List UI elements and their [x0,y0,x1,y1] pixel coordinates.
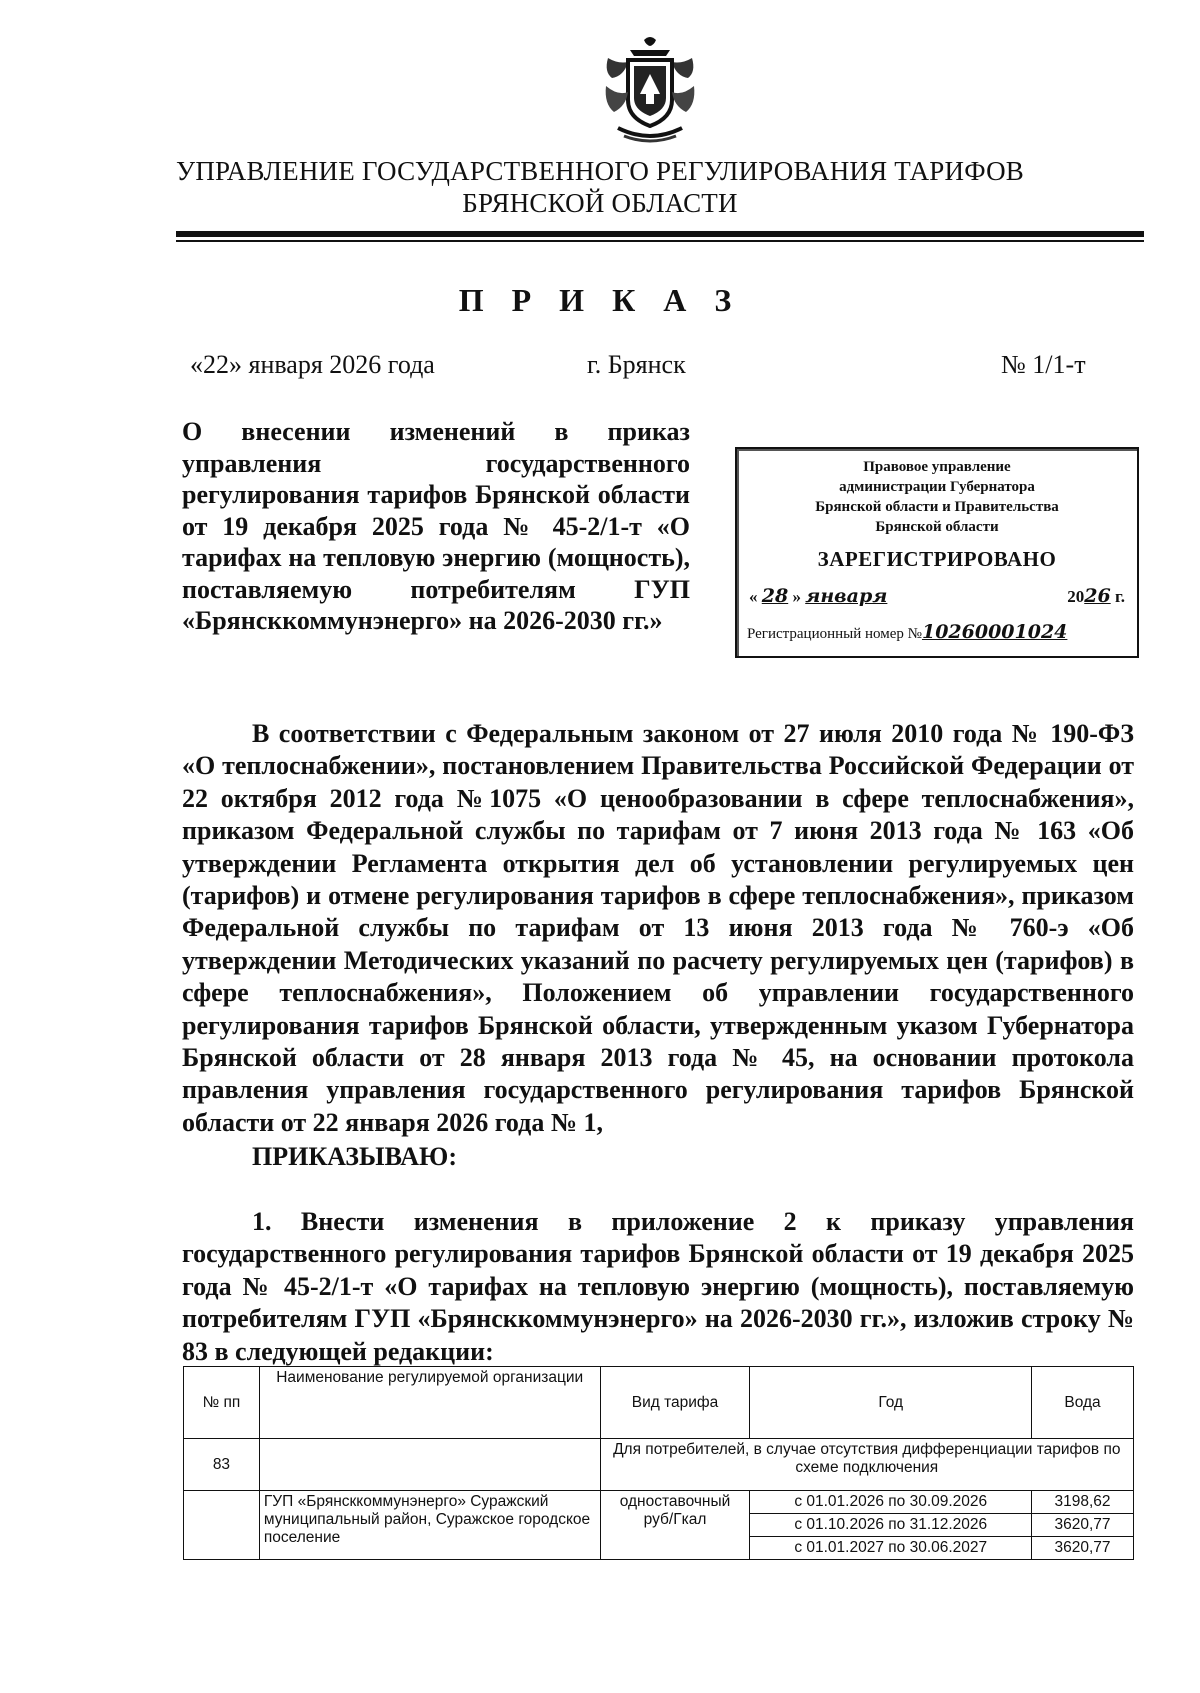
table-row-83 [184,1439,1134,1491]
table-row [184,1491,1134,1514]
header-rule-thin [176,240,1144,242]
value-cell: 3620,77 [1032,1537,1134,1560]
document-title: П Р И К А З [458,282,742,318]
header-number: № пп [184,1367,260,1439]
period-cell: с 01.01.2027 по 30.06.2027 [750,1537,1032,1560]
org-name-line2: БРЯНСКОЙ ОБЛАСТИ [462,188,738,218]
group-note: Для потребителей, в случае отсутствия дифференциации тарифов по схеме подключения [600,1439,1133,1491]
header-organization: Наименование регулируемой организации [259,1367,600,1439]
value-cell: 3620,77 [1032,1514,1134,1537]
stamp-line-3: Брянской области и Правительства [815,499,1059,515]
org-name-line1: УПРАВЛЕНИЕ ГОСУДАРСТВЕННОГО РЕГУЛИРОВАНИЯ ТАРИФОВ [176,156,1024,186]
stamp-year-prefix: 20 [1067,587,1085,606]
stamp-year-suffix: г. [1114,587,1125,606]
stamp-line-2: администрации Губернатора [839,479,1035,495]
period-cell: с 01.10.2026 по 31.12.2026 [750,1514,1032,1537]
organization-cell: ГУП «Брянсккоммунэнерго» Суражский муниципальный район, Суражское городское поселение [259,1491,600,1560]
stamp-line-4: Брянской области [875,519,999,535]
coat-of-arms-icon [600,36,700,144]
stamp-line-1: Правовое управление [863,459,1011,475]
registration-stamp [735,447,1139,658]
stamp-year: 26 [1084,585,1111,607]
stamp-day: 28 [761,585,789,607]
stamp-reg-label: Регистрационный номер № [747,626,922,642]
row-number: 83 [184,1439,260,1491]
document-date: «22» января 2026 года [190,350,435,379]
header-rule-thick [176,231,1144,237]
table-header-row [184,1367,1134,1439]
order-word: ПРИКАЗЫВАЮ: [252,1142,457,1171]
tariff-table [183,1366,1134,1560]
document-city: г. Брянск [587,350,686,379]
stamp-reg-number: 10260001024 [921,621,1068,643]
period-cell: с 01.01.2026 по 30.09.2026 [750,1491,1032,1514]
stamp-month: января [805,585,888,607]
stamp-reg-line [747,621,1131,643]
header-water: Вода [1032,1367,1134,1439]
document-subject: О внесении изменений в приказ управления государственного регулирования тарифов Брянской области от 19 декабря 2025 года № 45-2/1-т «О тарифах на тепловую энергию (мощность), поставляемую потребителям ГУП «Брянсккоммунэнерго» на 2026-2030 гг.» [182,417,690,635]
value-cell: 3198,62 [1032,1491,1134,1514]
document-number: № 1/1-т [1001,350,1086,379]
stamp-registered: ЗАРЕГИСТРИРОВАНО [817,547,1057,571]
item-1-paragraph: 1. Внести изменения в приложение 2 к приказу управления государственного регулирования тарифов Брянской области от 19 декабря 2025 года № 45-2/1-т «О тарифах на тепловую энергию (мощность), поставляемую потребителям ГУП «Брянсккоммунэнерго» на 2026-2030 гг.», изложив строку № 83 в следующей редакции: [182,1207,1134,1366]
header-tariff-type: Вид тарифа [600,1367,750,1439]
stamp-date-line: « 28 » января 2026 г. [749,585,1125,607]
tariff-type-cell: одноставочный руб/Гкал [600,1491,750,1560]
header-year: Год [750,1367,1032,1439]
preamble-paragraph: В соответствии с Федеральным законом от 27 июля 2010 года № 190-ФЗ «О теплоснабжении», постановлением Правительства Российской Федерации от 22 октября 2012 года №1075 «О ценообразовании в сфере теплоснабжения», приказом Федеральной службы по тарифам от 7 июня 2013 года № 163 «Об утверждении Регламента открытия дел об установлении регулируемых цен (тарифов) и отмене регулирования тарифов в сфере теплоснабжения», приказом Федеральной службы по тарифам от 13 июня 2013 года № 760-э «Об утверждении Методических указаний по расчету регулируемых цен (тарифов) в сфере теплоснабжения», Положением об управлении государственного регулирования тарифов Брянской области, утвержденным указом Губернатора Брянской области от 28 января 2013 года № 45, на основании протокола правления управления государственного регулирования тарифов Брянской области от 22 января 2026 года № 1, [182,719,1134,1137]
